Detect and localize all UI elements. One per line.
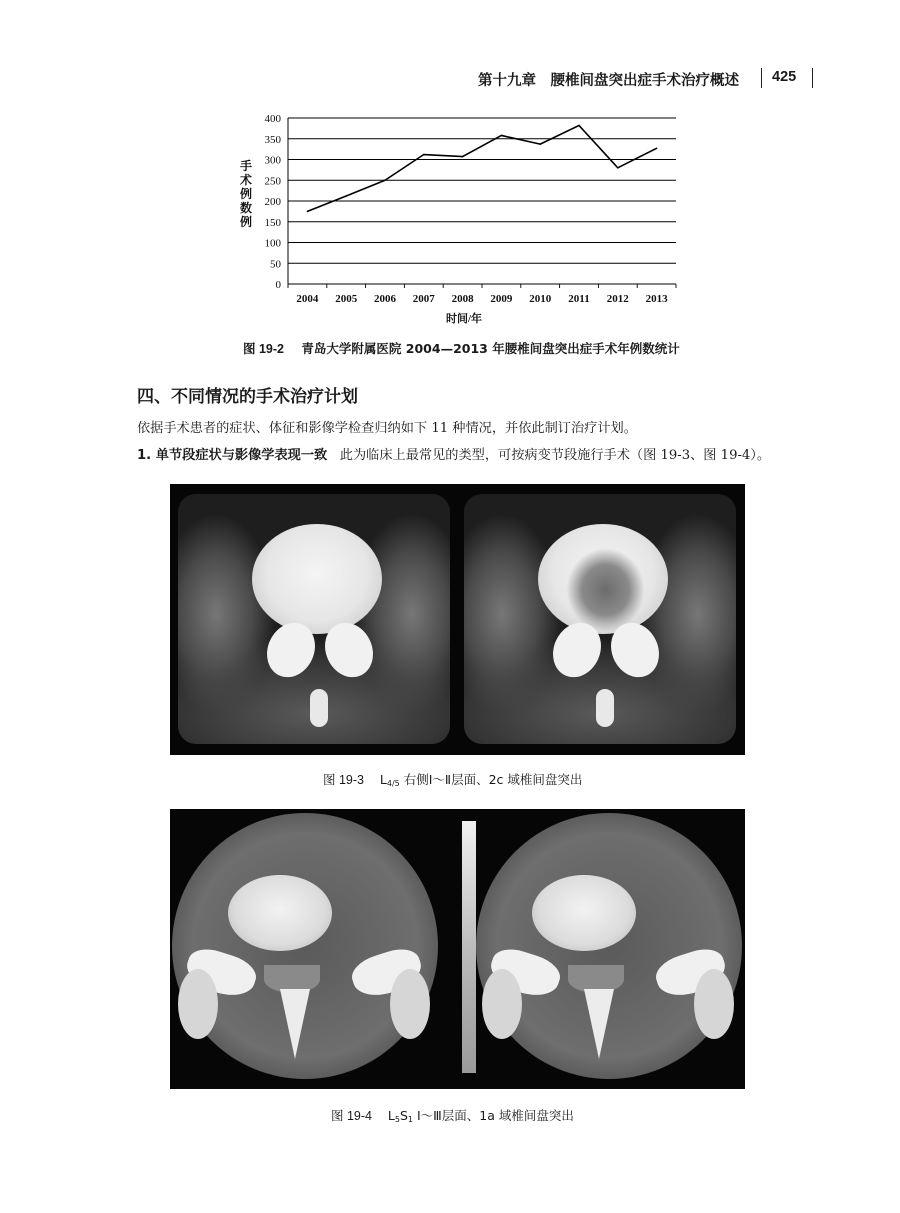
sacral-crest [584, 989, 614, 1059]
ct-slice-right [464, 494, 736, 744]
ilium-left [178, 969, 218, 1039]
surgery-count-line-chart [220, 104, 690, 330]
header-divider-right [812, 68, 813, 88]
figure-19-3-level: $L_{4/5}$ [379, 772, 400, 788]
item-1-paragraph [137, 444, 770, 463]
vertebral-body-herniation [538, 524, 668, 634]
chart-y-axis-label [239, 158, 252, 229]
figure-19-3-caption [323, 770, 582, 788]
chart-y-tick-labels [265, 113, 282, 291]
grayscale-scale-bar [462, 821, 476, 1073]
ct-slice-right [476, 813, 742, 1079]
y-tick-label: 0 [275, 279, 281, 291]
y-axis-label-char: 手 [239, 159, 253, 173]
ilium-right [390, 969, 430, 1039]
vertebral-body [228, 875, 332, 951]
ilium-left [482, 969, 522, 1039]
x-tick-label: 2005 [335, 293, 358, 305]
y-axis-label-char: 例 [239, 215, 253, 229]
item-1-lead: 1. 单节段症状与影像学表现一致 [137, 448, 328, 463]
y-tick-label: 250 [264, 175, 281, 188]
y-axis-label-char: 例 [239, 187, 253, 201]
x-tick-label: 2009 [490, 293, 513, 305]
y-tick-label: 400 [264, 113, 281, 125]
intro-paragraph: 依据手术患者的症状、体征和影像学检查归纳如下 11 种情况，并依此制订治疗计划。 [137, 421, 637, 436]
vertebral-body [252, 524, 382, 634]
x-tick-label: 2012 [606, 293, 629, 305]
spinal-canal [264, 965, 320, 993]
figure-19-4-number: 图 19-4 [331, 1109, 372, 1123]
y-tick-label: 50 [270, 258, 281, 271]
figure-19-2-number: 图 19-2 [243, 342, 284, 356]
ct-image-figure-19-3 [170, 484, 745, 755]
vertebral-body [532, 875, 636, 951]
x-tick-label: 2008 [451, 293, 474, 305]
page-number: 425 [772, 69, 797, 85]
figure-19-4-level: $L_5S_1$ [387, 1108, 413, 1124]
chart-x-axis-label: 时间/年 [445, 313, 483, 325]
chart-axes [288, 118, 676, 288]
figure-19-4-caption-text: Ⅰ～Ⅲ层面、1a 域椎间盘突出 [416, 1108, 574, 1123]
x-tick-label: 2011 [568, 293, 590, 305]
x-tick-label: 2007 [412, 293, 435, 305]
x-tick-label: 2006 [374, 293, 396, 305]
y-tick-label: 200 [264, 196, 281, 208]
section-heading: 四、不同情况的手术治疗计划 [137, 387, 358, 407]
chart-data-points [307, 125, 658, 213]
y-tick-label: 100 [264, 237, 281, 250]
data-point [617, 167, 619, 169]
spinous-process [596, 689, 614, 727]
y-tick-label: 150 [264, 216, 281, 229]
y-tick-label: 350 [264, 133, 281, 146]
spinous-process [310, 689, 328, 727]
figure-19-3-caption-text: 右侧Ⅰ～Ⅱ层面、2c 域椎间盘突出 [403, 772, 583, 787]
spinal-canal [568, 965, 624, 993]
x-tick-label: 2004 [296, 293, 319, 305]
data-point [462, 156, 464, 158]
ct-image-figure-19-4 [170, 809, 745, 1089]
x-tick-label: 2010 [529, 293, 552, 305]
figure-19-4-caption [331, 1106, 574, 1124]
y-axis-label-char: 数 [239, 201, 253, 215]
data-point [423, 154, 425, 156]
data-point [345, 195, 347, 197]
item-1-text: 此为临床上最常见的类型，可按病变节段施行手术（图 19-3、图 19-4）。 [339, 448, 771, 463]
figure-19-3-number: 图 19-3 [323, 773, 364, 787]
figure-19-2-caption-text: 青岛大学附属医院 2004—2013 年腰椎间盘突出症手术年例数统计 [301, 341, 680, 356]
figure-19-2-caption [243, 339, 680, 357]
y-tick-label: 300 [264, 154, 281, 167]
x-tick-label: 2013 [645, 293, 668, 305]
chart-x-tick-labels [296, 293, 668, 305]
data-point [384, 179, 386, 181]
sacral-crest [280, 989, 310, 1059]
data-point [578, 125, 580, 127]
ilium-right [694, 969, 734, 1039]
data-point [501, 135, 503, 137]
chart-gridlines [288, 118, 676, 284]
running-head [478, 66, 818, 92]
data-point [307, 211, 309, 213]
data-point [539, 143, 541, 145]
data-point [656, 147, 658, 149]
chapter-title: 第十九章 腰椎间盘突出症手术治疗概述 [478, 73, 739, 89]
header-divider [761, 68, 762, 88]
y-axis-label-char: 术 [239, 173, 253, 187]
ct-slice-left [172, 813, 438, 1079]
ct-slice-left [178, 494, 450, 744]
